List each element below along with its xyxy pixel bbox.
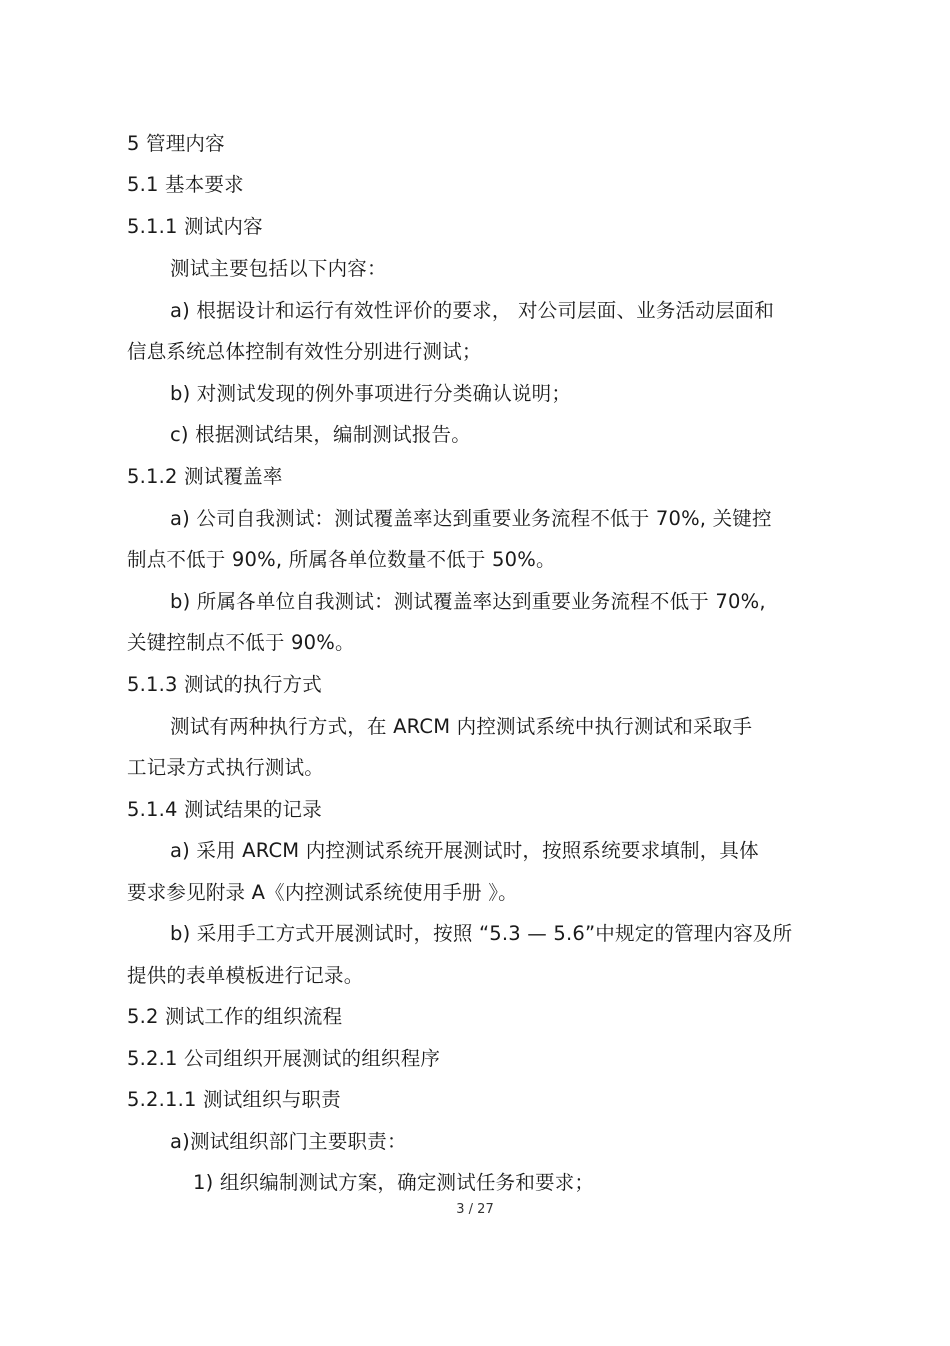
paragraph-line: 要求参见附录 A《内控测试系统使用手册 》。 bbox=[127, 881, 518, 904]
paragraph-line: a) 采用 ARCM 内控测试系统开展测试时，按照系统要求填制，具体 bbox=[170, 839, 759, 862]
paragraph-line: c) 根据测试结果，编制测试报告。 bbox=[170, 423, 471, 446]
subsection-heading: 5.1.2 测试覆盖率 bbox=[127, 465, 283, 488]
paragraph-line: b) 对测试发现的例外事项进行分类确认说明； bbox=[170, 382, 572, 405]
subsection-heading: 5.1 基本要求 bbox=[127, 173, 244, 196]
paragraph-line: 测试主要包括以下内容： bbox=[170, 257, 387, 280]
paragraph-line: 关键控制点不低于 90%。 bbox=[127, 631, 355, 654]
list-item: 1) 组织编制测试方案，确定测试任务和要求； bbox=[193, 1171, 595, 1194]
subsection-heading: 5.1.1 测试内容 bbox=[127, 215, 263, 238]
paragraph-line: b) 采用手工方式开展测试时，按照 “5.3 — 5.6”中规定的管理内容及所 bbox=[170, 922, 793, 945]
subsection-heading: 5.1.3 测试的执行方式 bbox=[127, 673, 322, 696]
paragraph-line: 提供的表单模板进行记录。 bbox=[127, 964, 364, 987]
subsection-heading: 5.2 测试工作的组织流程 bbox=[127, 1005, 343, 1028]
subsection-heading: 5.1.4 测试结果的记录 bbox=[127, 798, 322, 821]
paragraph-line: b) 所属各单位自我测试：测试覆盖率达到重要业务流程不低于 70%, bbox=[170, 590, 766, 613]
paragraph-line: a) 公司自我测试：测试覆盖率达到重要业务流程不低于 70%, 关键控 bbox=[170, 507, 772, 530]
section-heading: 5 管理内容 bbox=[127, 132, 225, 155]
paragraph-line: 工记录方式执行测试。 bbox=[127, 756, 325, 779]
subsection-heading: 5.2.1 公司组织开展测试的组织程序 bbox=[127, 1047, 441, 1070]
paragraph-line: a)测试组织部门主要职责： bbox=[170, 1130, 407, 1153]
paragraph-line: a) 根据设计和运行有效性评价的要求， 对公司层面、业务活动层面和 bbox=[170, 299, 775, 322]
subsection-heading: 5.2.1.1 测试组织与职责 bbox=[127, 1088, 341, 1111]
page-number: 3 / 27 bbox=[456, 1202, 494, 1217]
paragraph-line: 测试有两种执行方式，在 ARCM 内控测试系统中执行测试和采取手 bbox=[170, 715, 753, 738]
paragraph-line: 信息系统总体控制有效性分别进行测试； bbox=[127, 340, 482, 363]
paragraph-line: 制点不低于 90%, 所属各单位数量不低于 50%。 bbox=[127, 548, 556, 571]
